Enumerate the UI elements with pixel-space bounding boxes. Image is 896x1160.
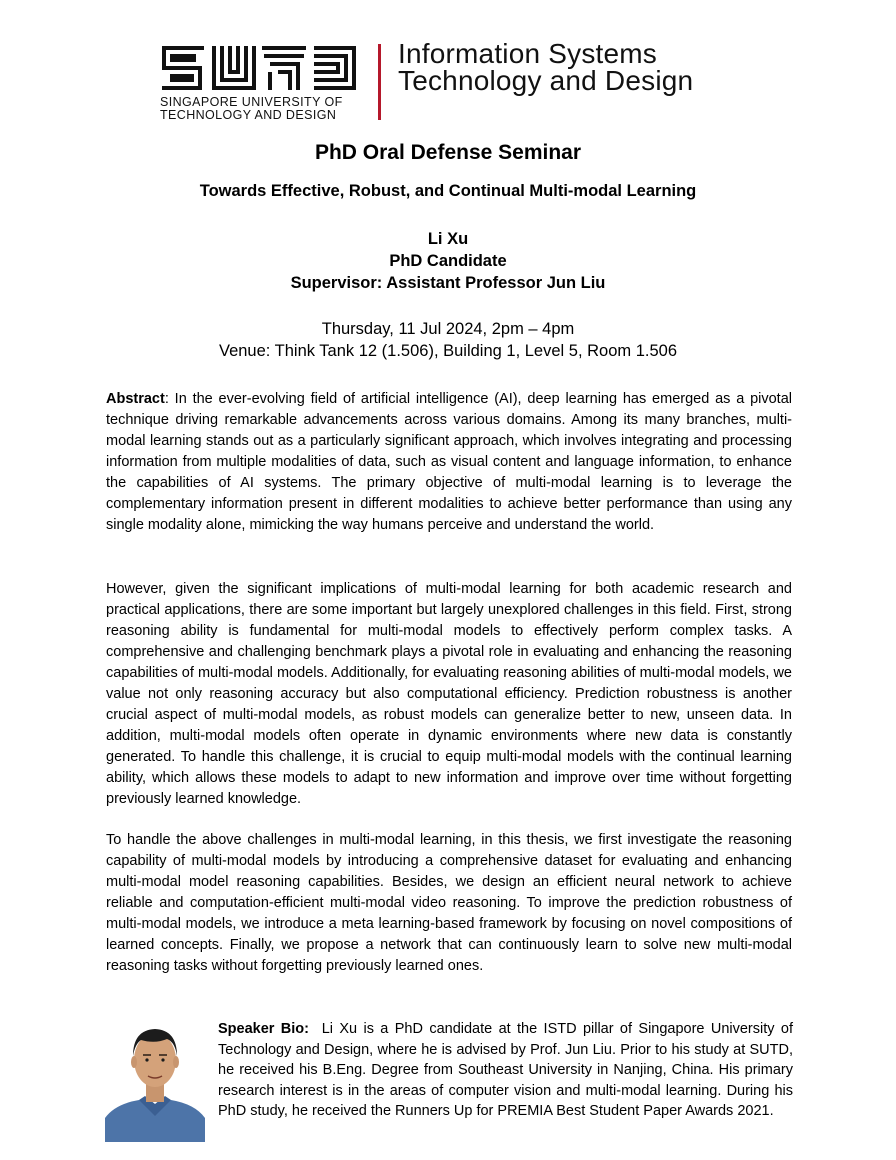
seminar-title: PhD Oral Defense Seminar <box>314 141 582 164</box>
logo-divider <box>378 44 381 120</box>
speaker-photo <box>105 1012 205 1142</box>
abstract-paragraph-1 <box>106 389 792 536</box>
pillar-name-line1: Information Systems <box>398 38 657 69</box>
abstract-text-1: : In the ever-evolving field of artificial intelligence (AI), deep learning has emerged as a pivotal technique driving remarkable advancements across various domains. Among its many branches, multi-modal learning stands out as a particularly significant approach, which involves integrating and processing information from multiple modalities of data, such as visual content and language information, to enhance the capabilities of AI systems. The primary objective of multi-modal learning is to leverage the complementary information present in different modalities to achieve better performance than using any single modality alone, mimicking the way humans perceive and understand the world. <box>106 391 792 533</box>
seminar-venue: Venue: Think Tank 12 (1.506), Building 1, Level 5, Room 1.506 <box>218 342 678 360</box>
pillar-name-line2: Technology and Design <box>398 65 694 96</box>
speaker-bio-label: Speaker Bio: <box>218 1021 309 1037</box>
abstract-paragraph-3: To handle the above challenges in multi-modal learning, in this thesis, we first investigate the reasoning capability of multi-modal models by introducing a comprehensive dataset for evaluating and enhancing multi-modal model reasoning capabilities. Besides, we design an efficient neural network to achieve reliable and computation-efficient multi-modal video reasoning. To improve the prediction robustness of multi-modal models, we introduce a meta learning-based framework by focusing on novel compositions of learned concepts. Finally, we propose a network that can continuously learn to solve new multi-modal reasoning tasks without forgetting previously learned ones. <box>106 832 792 974</box>
seminar-datetime: Thursday, 11 Jul 2024, 2pm – 4pm <box>321 320 575 338</box>
schedule-block <box>0 318 896 362</box>
speaker-bio <box>218 1019 793 1122</box>
speaker-role: PhD Candidate <box>389 252 507 270</box>
pillar-name <box>398 40 693 94</box>
speaker-block <box>0 228 896 294</box>
speaker-name: Li Xu <box>427 230 469 248</box>
university-name-line1: SINGAPORE UNIVERSITY OF <box>160 95 343 109</box>
university-name-line2: TECHNOLOGY AND DESIGN <box>160 108 337 122</box>
sutd-logo <box>160 44 356 92</box>
speaker-bio-text: Li Xu is a PhD candidate at the ISTD pillar of Singapore University of Technology and Design, where he is advised by Prof. Jun Liu. Prior to his study at SUTD, he received his B.Eng. Degree from Southeast University in Nanjing, China. His primary research interest is in the areas of computer vision and multi-modal learning. During his PhD study, he received the Runners Up for PREMIA Best Student Paper Awards 2021. <box>218 1021 793 1119</box>
supervisor: Supervisor: Assistant Professor Jun Liu <box>290 274 606 292</box>
university-name <box>160 96 370 122</box>
thesis-title: Towards Effective, Robust, and Continual Multi-modal Learning <box>199 182 697 200</box>
abstract-label: Abstract <box>106 391 165 407</box>
abstract-paragraph-2: However, given the significant implications of multi-modal learning for both academic research and practical applications, there are some important but largely unexplored challenges in this field. First, strong reasoning ability is fundamental for multi-modal models to effectively perform complex tasks. A comprehensive and challenging benchmark plays a pivotal role in evaluating and enhancing the reasoning capabilities of multi-modal models. Additionally, for evaluating reasoning abilities of multi-modal models, we value not only reasoning accuracy but also computational efficiency. Prediction robustness is another crucial aspect of multi-modal models, as robust models can generalize better to new, unseen data. In addition, multi-modal models often operate in dynamic environments where new data is constantly generated. To handle this challenge, it is crucial to equip multi-modal models with the continual learning ability, which allows these models to adapt to new information and improve over time without forgetting previously learned knowledge. <box>106 581 792 807</box>
